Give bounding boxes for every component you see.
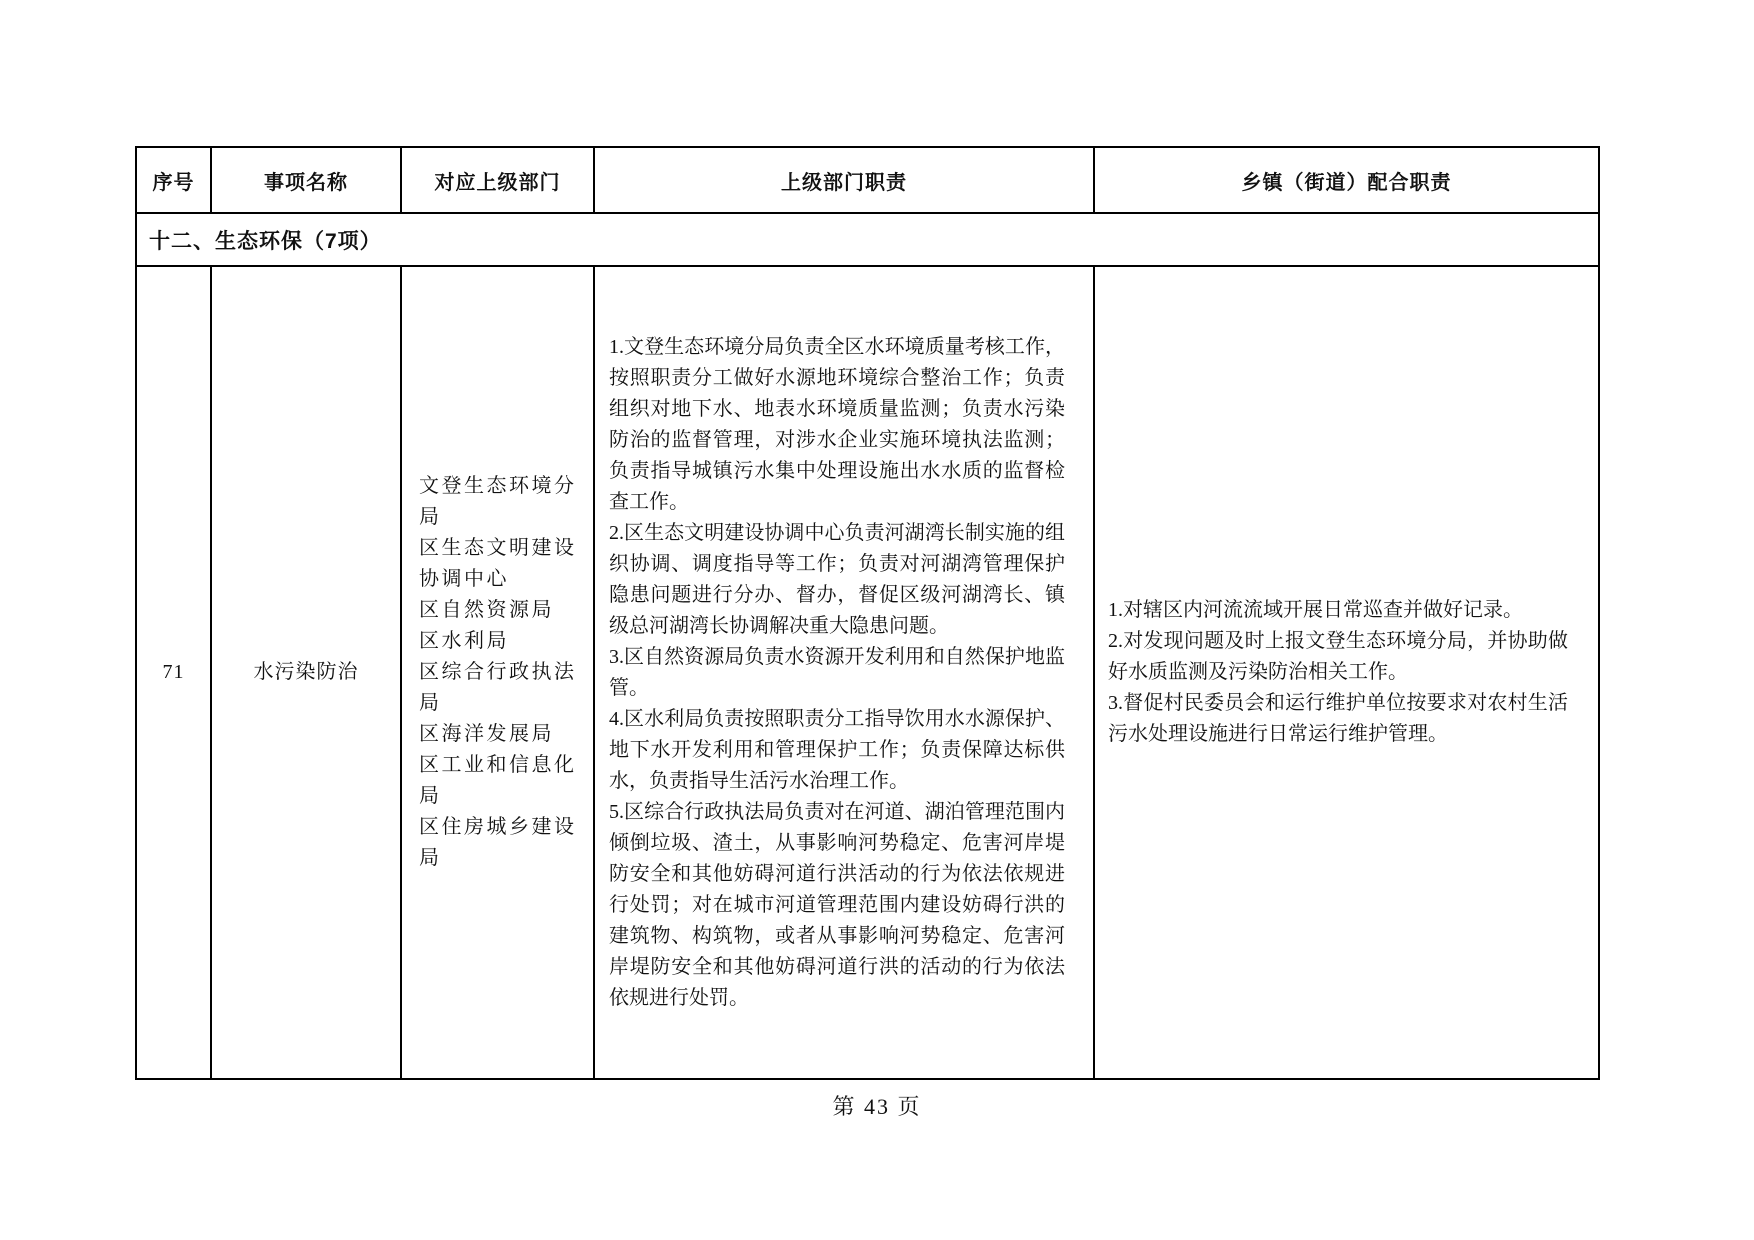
row-superior-duties bbox=[595, 267, 1095, 1078]
row-superior-departments bbox=[402, 267, 595, 1078]
superior-duty-item: 4.区水利局负责按照职责分工指导饮用水水源保护、地下水开发利用和管理保护工作；负责保障达标供水，负责指导生活污水治理工作。 bbox=[609, 707, 1065, 792]
superior-duty-item: 5.区综合行政执法局负责对在河道、湖泊管理范围内倾倒垃圾、渣土，从事影响河势稳定、危害河岸堤防安全和其他妨碍河道行洪活动的行为依法依规进行处罚；对在城市河道管理范围内建设妨碍行洪的建筑物、构筑物，或者从事影响河势稳定、危害河岸堤防安全和其他妨碍河道行洪的活动的行为依法依规进行处罚。 bbox=[609, 800, 1065, 1009]
responsibility-table bbox=[135, 146, 1600, 1080]
superior-duty-item: 3.区自然资源局负责水资源开发利用和自然保护地监管。 bbox=[609, 645, 1065, 699]
department-name: 文登生态环境分局 bbox=[419, 475, 577, 528]
superior-duty-item: 1.文登生态环境分局负责全区水环境质量考核工作，按照职责分工做好水源地环境综合整治工作；负责组织对地下水、地表水环境质量监测；负责水污染防治的监督管理，对涉水企业实施环境执法监测；负责指导城镇污水集中处理设施出水水质的监督检查工作。 bbox=[609, 335, 1065, 513]
col-header-superior-duties: 上级部门职责 bbox=[595, 148, 1095, 214]
department-name: 区生态文明建设协调中心 bbox=[419, 537, 577, 590]
department-name: 区综合行政执法局 bbox=[419, 661, 577, 714]
row-item-name: 水污染防治 bbox=[212, 267, 402, 1078]
department-name: 区住房城乡建设局 bbox=[419, 816, 577, 869]
township-duty-item: 3.督促村民委员会和运行维护单位按要求对农村生活污水处理设施进行日常运行维护管理。 bbox=[1108, 692, 1568, 745]
township-duty-item: 2.对发现问题及时上报文登生态环境分局，并协助做好水质监测及污染防治相关工作。 bbox=[1108, 630, 1568, 683]
department-name: 区海洋发展局 bbox=[419, 723, 554, 745]
department-name: 区自然资源局 bbox=[419, 599, 554, 621]
department-name: 区水利局 bbox=[419, 630, 509, 652]
department-name: 区工业和信息化局 bbox=[419, 754, 577, 807]
row-township-duties bbox=[1095, 267, 1598, 1078]
section-title: 十二、生态环保（7项） bbox=[137, 214, 1598, 267]
row-serial-number: 71 bbox=[137, 267, 212, 1078]
page-number: 第 43 页 bbox=[832, 1094, 922, 1119]
col-header-superior-department: 对应上级部门 bbox=[402, 148, 595, 214]
col-header-serial-number: 序号 bbox=[137, 148, 212, 214]
col-header-item-name: 事项名称 bbox=[212, 148, 402, 214]
superior-duty-item: 2.区生态文明建设协调中心负责河湖湾长制实施的组织协调、调度指导等工作；负责对河湖湾管理保护隐患问题进行分办、督办，督促区级河湖湾长、镇级总河湖湾长协调解决重大隐患问题。 bbox=[609, 521, 1065, 637]
col-header-township-duties: 乡镇（街道）配合职责 bbox=[1095, 148, 1598, 214]
township-duty-item: 1.对辖区内河流流域开展日常巡查并做好记录。 bbox=[1108, 599, 1523, 621]
